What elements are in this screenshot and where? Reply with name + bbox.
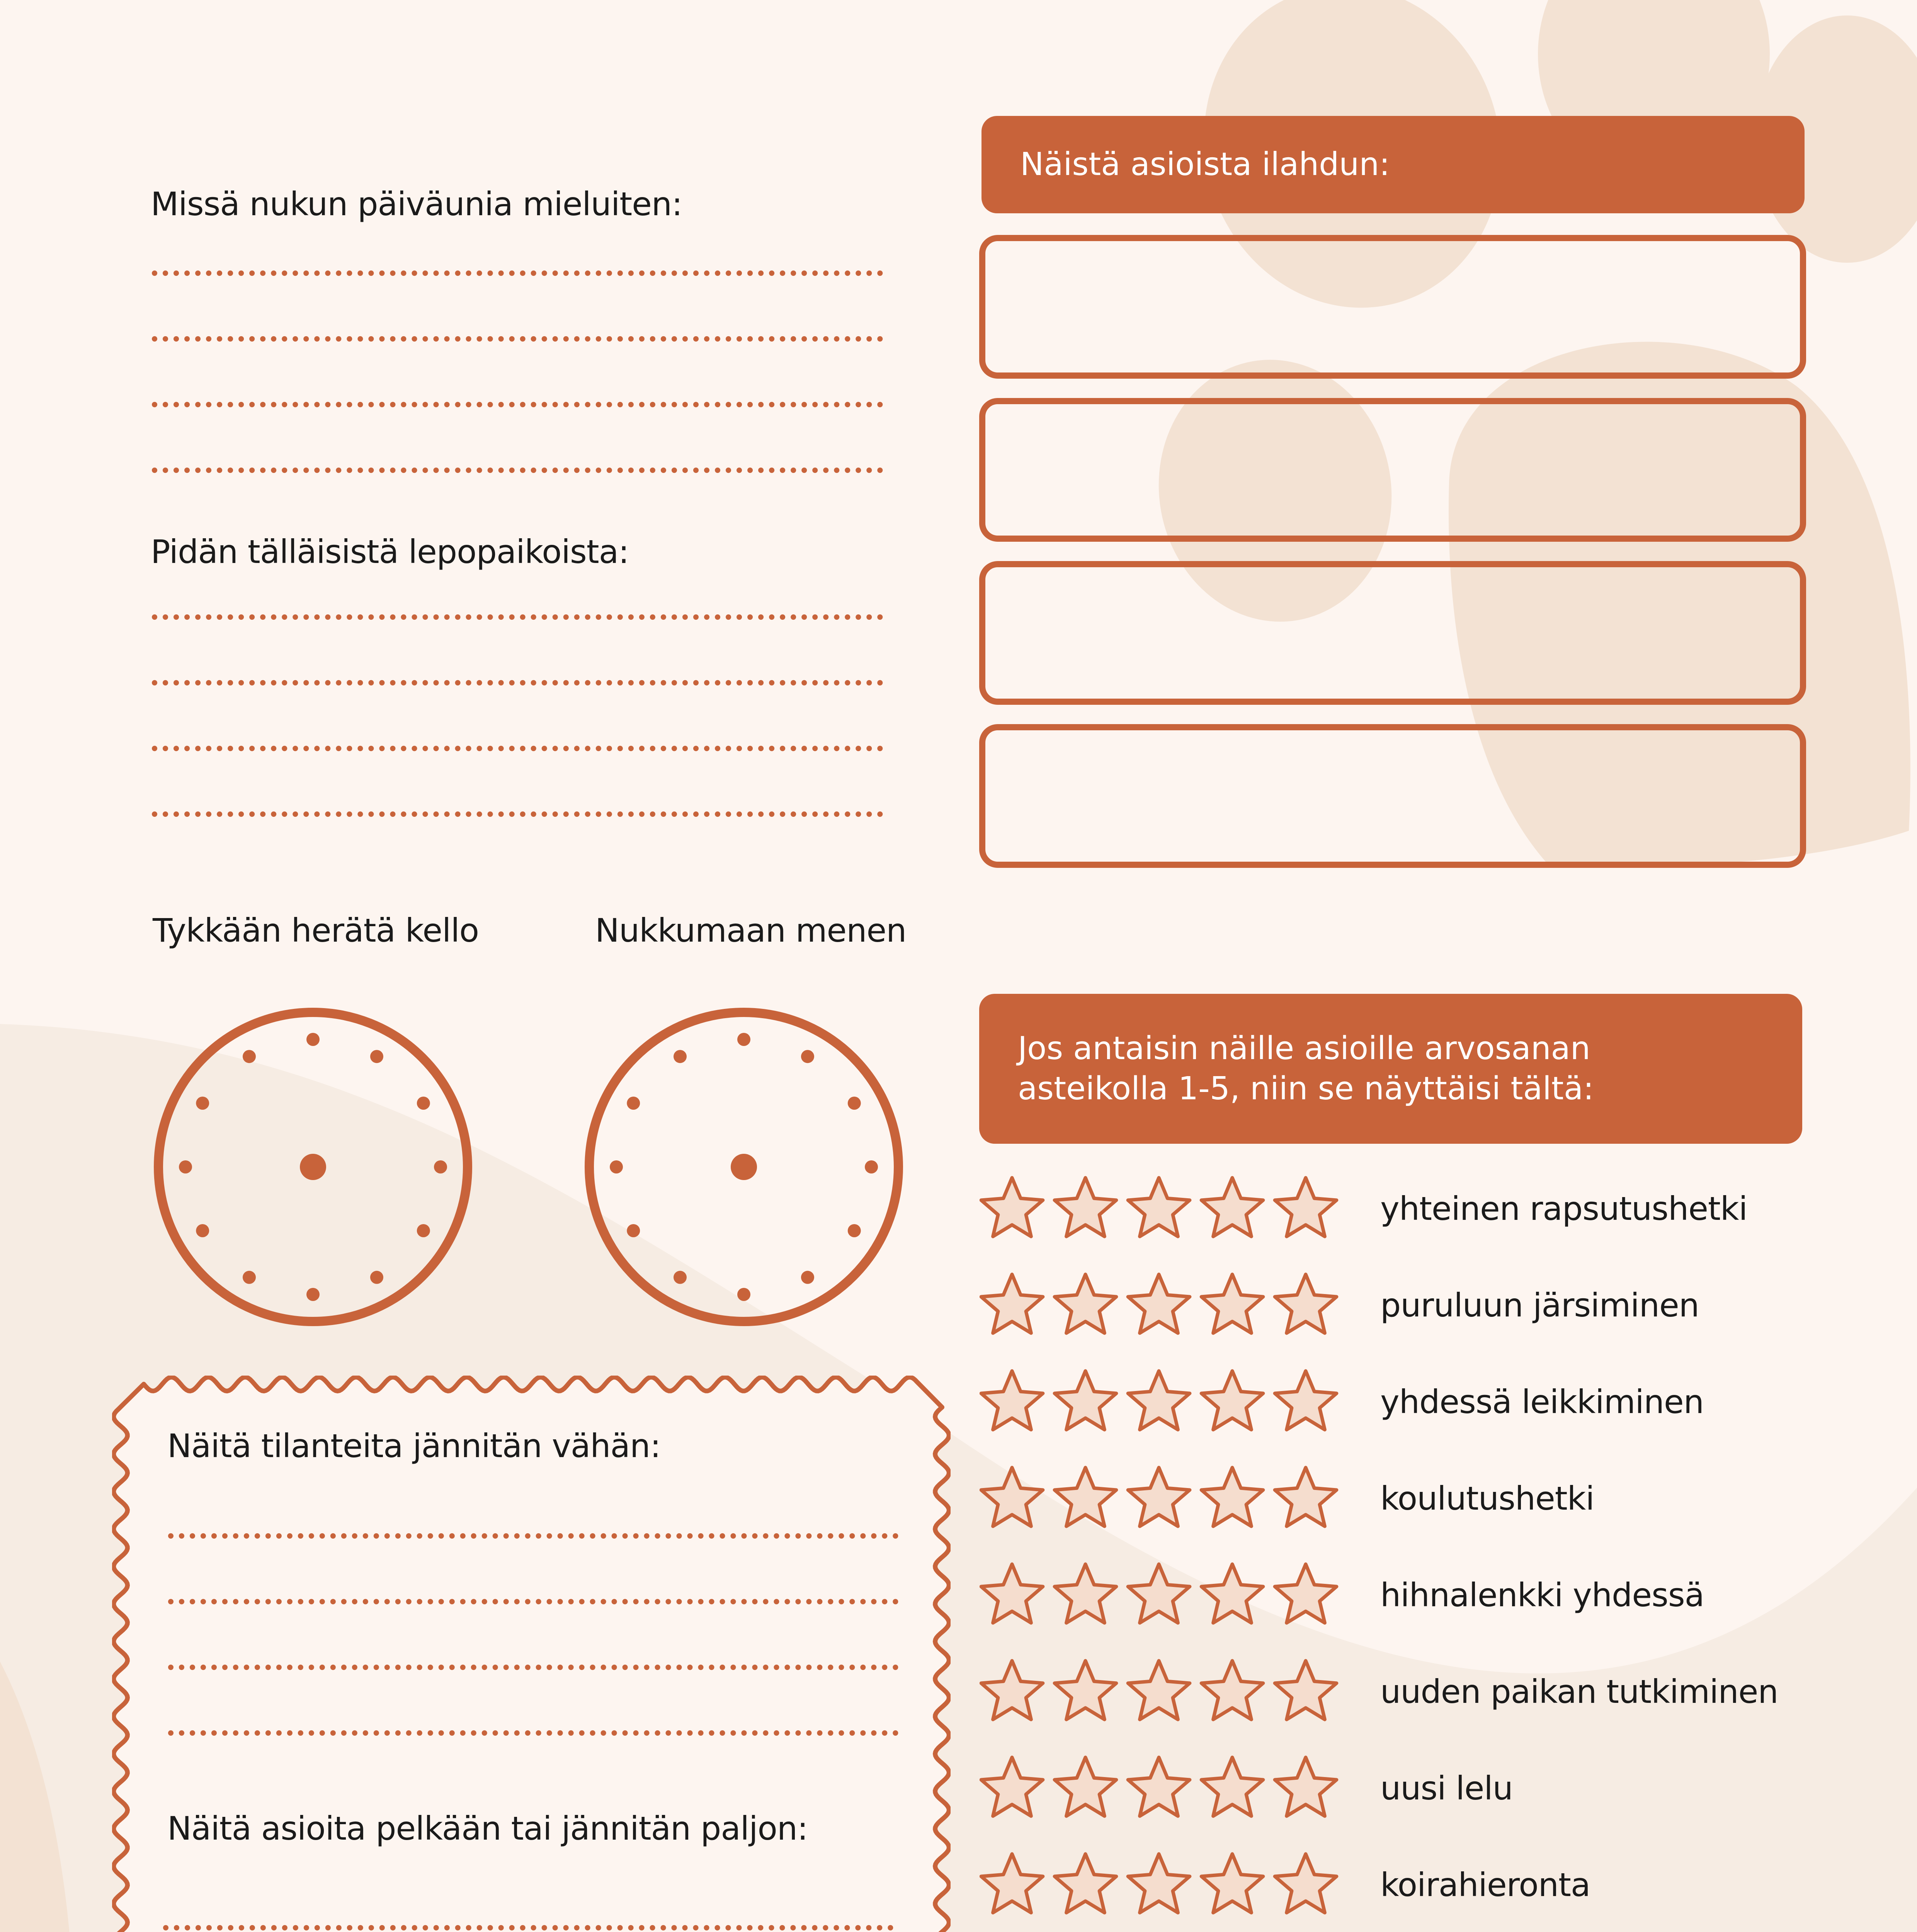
hour-marker <box>370 1271 383 1284</box>
wake-clock-face[interactable] <box>147 1001 479 1333</box>
star-outline-icon[interactable] <box>1201 1371 1263 1430</box>
hour-marker <box>196 1097 209 1110</box>
star-outline-icon[interactable] <box>1055 1564 1116 1623</box>
star-outline-icon[interactable] <box>1201 1178 1263 1236</box>
star-outline-icon[interactable] <box>981 1661 1043 1719</box>
rating-item-label: uusi lelu <box>1380 1769 1513 1807</box>
rating-item-label: puruluun järsiminen <box>1380 1286 1699 1324</box>
star-rating <box>980 1464 1339 1533</box>
star-outline-icon[interactable] <box>1128 1371 1190 1430</box>
ratings-header <box>979 994 1802 1144</box>
joys-title: Näistä asioista ilahdun: <box>1020 146 1390 183</box>
rating-item-label: hihnalenkki yhdessä <box>1380 1576 1704 1614</box>
star-outline-icon[interactable] <box>1275 1274 1337 1333</box>
star-outline-icon[interactable] <box>1055 1854 1116 1913</box>
hour-marker <box>737 1033 750 1046</box>
joy-entry-box-4[interactable] <box>979 724 1806 868</box>
star-outline-icon[interactable] <box>1128 1564 1190 1623</box>
joy-entry-box-1[interactable] <box>979 235 1806 379</box>
star-outline-icon[interactable] <box>981 1371 1043 1430</box>
rating-item-label: yhdessä leikkiminen <box>1380 1383 1704 1421</box>
sleep-clock-face[interactable] <box>578 1001 910 1333</box>
star-outline-icon[interactable] <box>1275 1178 1337 1236</box>
star-rating <box>980 1174 1339 1243</box>
rest-place-line-4[interactable] <box>152 811 883 817</box>
hour-marker <box>737 1288 750 1301</box>
nap-place-line-2[interactable] <box>152 336 883 342</box>
sleep-time-label: Nukkumaan menen <box>595 912 907 949</box>
star-outline-icon[interactable] <box>1128 1757 1190 1816</box>
rating-item-label: koirahieronta <box>1380 1866 1590 1904</box>
hour-marker <box>196 1224 209 1237</box>
star-outline-icon[interactable] <box>981 1854 1043 1913</box>
hour-marker <box>865 1160 878 1173</box>
star-rating <box>980 1367 1339 1437</box>
rest-place-line-2[interactable] <box>152 680 883 685</box>
nap-place-line-3[interactable] <box>152 402 883 407</box>
star-outline-icon[interactable] <box>1275 1468 1337 1526</box>
mild-stress-line-4[interactable] <box>168 1730 898 1736</box>
star-outline-icon[interactable] <box>1055 1757 1116 1816</box>
strong-fear-label: Näitä asioita pelkään tai jännitän paljon: <box>167 1810 808 1847</box>
star-outline-icon[interactable] <box>1055 1661 1116 1719</box>
star-outline-icon[interactable] <box>981 1468 1043 1526</box>
mild-stress-line-1[interactable] <box>168 1533 898 1539</box>
star-outline-icon[interactable] <box>1128 1274 1190 1333</box>
mild-stress-label: Näitä tilanteita jännitän vähän: <box>167 1427 661 1465</box>
star-outline-icon[interactable] <box>981 1274 1043 1333</box>
star-outline-icon[interactable] <box>1128 1178 1190 1236</box>
joy-entry-box-3[interactable] <box>979 561 1806 705</box>
star-outline-icon[interactable] <box>981 1178 1043 1236</box>
star-outline-icon[interactable] <box>1275 1661 1337 1719</box>
hour-marker <box>306 1288 320 1301</box>
star-outline-icon[interactable] <box>1275 1854 1337 1913</box>
hour-marker <box>674 1271 687 1284</box>
hour-marker <box>627 1224 640 1237</box>
ratings-title: Jos antaisin näille asioille arvosanan asteikolla 1-5, niin se näyttäisi tältä: <box>1018 1030 1594 1107</box>
clock-dial <box>589 1012 898 1321</box>
wake-time-label: Tykkään herätä kello <box>153 912 479 949</box>
star-rating <box>980 1657 1339 1726</box>
star-outline-icon[interactable] <box>1128 1854 1190 1913</box>
hour-marker <box>306 1033 320 1046</box>
hour-marker <box>801 1050 814 1063</box>
mild-stress-line-3[interactable] <box>168 1665 898 1670</box>
star-outline-icon[interactable] <box>981 1564 1043 1623</box>
hour-marker <box>801 1271 814 1284</box>
rating-item-label: uuden paikan tutkiminen <box>1380 1673 1778 1711</box>
hour-marker <box>434 1160 447 1173</box>
clock-center <box>731 1154 757 1180</box>
star-outline-icon[interactable] <box>1201 1564 1263 1623</box>
joy-entry-box-2[interactable] <box>979 398 1806 542</box>
nap-place-line-1[interactable] <box>152 270 883 276</box>
joys-header <box>981 116 1805 213</box>
star-outline-icon[interactable] <box>1128 1468 1190 1526</box>
star-outline-icon[interactable] <box>1055 1178 1116 1236</box>
star-outline-icon[interactable] <box>1275 1371 1337 1430</box>
star-outline-icon[interactable] <box>1055 1274 1116 1333</box>
strong-fear-line-1[interactable] <box>163 1925 893 1930</box>
rating-item-label: yhteinen rapsutushetki <box>1380 1190 1747 1228</box>
hour-marker <box>370 1050 383 1063</box>
hour-marker <box>179 1160 192 1173</box>
star-outline-icon[interactable] <box>981 1757 1043 1816</box>
rest-place-label: Pidän tälläisistä lepopaikoista: <box>151 533 629 571</box>
star-rating <box>980 1560 1339 1630</box>
nap-place-line-4[interactable] <box>152 468 883 473</box>
nap-place-label: Missä nukun päiväunia mieluiten: <box>151 185 682 223</box>
hour-marker <box>243 1050 256 1063</box>
star-outline-icon[interactable] <box>1201 1468 1263 1526</box>
star-rating <box>980 1753 1339 1823</box>
star-outline-icon[interactable] <box>1201 1854 1263 1913</box>
rest-place-line-1[interactable] <box>152 614 883 620</box>
hour-marker <box>417 1224 430 1237</box>
hour-marker <box>627 1097 640 1110</box>
mild-stress-line-2[interactable] <box>168 1599 898 1604</box>
hour-marker <box>610 1160 623 1173</box>
rest-place-line-3[interactable] <box>152 746 883 751</box>
clock-dial <box>158 1012 468 1321</box>
star-outline-icon[interactable] <box>1201 1274 1263 1333</box>
star-outline-icon[interactable] <box>1055 1468 1116 1526</box>
hour-marker <box>848 1224 861 1237</box>
star-outline-icon[interactable] <box>1275 1757 1337 1816</box>
star-outline-icon[interactable] <box>1275 1564 1337 1623</box>
hour-marker <box>417 1097 430 1110</box>
rating-item-label: koulutushetki <box>1380 1480 1594 1517</box>
star-outline-icon[interactable] <box>1128 1661 1190 1719</box>
hour-marker <box>674 1050 687 1063</box>
star-outline-icon[interactable] <box>1055 1371 1116 1430</box>
star-outline-icon[interactable] <box>1201 1757 1263 1816</box>
hour-marker <box>243 1271 256 1284</box>
star-outline-icon[interactable] <box>1201 1661 1263 1719</box>
hour-marker <box>848 1097 861 1110</box>
star-rating <box>980 1270 1339 1340</box>
star-rating <box>980 1850 1339 1920</box>
clock-center <box>300 1154 326 1180</box>
